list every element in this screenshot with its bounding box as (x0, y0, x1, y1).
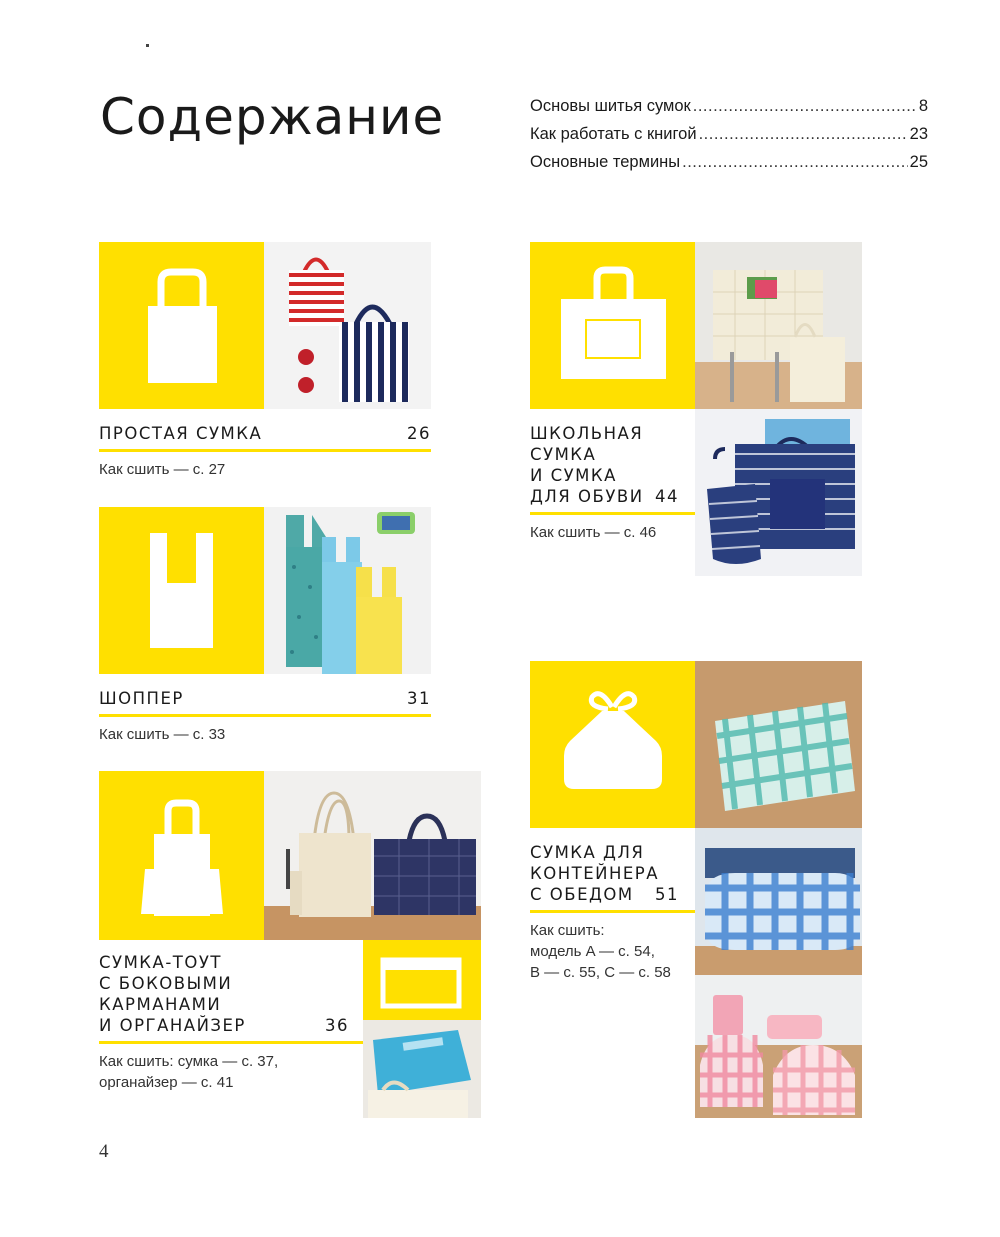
lunch-bag-photo-a (695, 661, 862, 828)
toc-list (530, 97, 928, 181)
section-page-number: 51 (655, 885, 679, 904)
school-bag-tile (530, 242, 695, 409)
shopper-photo (264, 507, 431, 674)
page-title: Содержание (100, 88, 445, 146)
section-heading-lunch-bag[interactable]: СУМКА ДЛЯ КОНТЕЙНЕРА С ОБЕДОМ 51 (530, 843, 679, 904)
tote-photo (264, 771, 481, 940)
toc-item[interactable]: Основные термины ..... 25 (530, 153, 928, 181)
bento-bundle-icon (530, 661, 695, 828)
toc-item[interactable]: Основы шитья сумок ..... 8 (530, 97, 928, 125)
tote-with-pockets-icon (99, 771, 264, 940)
school-bag-icon (530, 242, 695, 409)
howto-text: Как сшить: модель A — с. 54, B — с. 55, C — с. 58 (530, 922, 671, 981)
tote-bag-tile (99, 242, 264, 409)
lunch-bag-photo-b (695, 828, 862, 975)
lunch-bag-tile (530, 661, 695, 828)
howto-text: Как сшить — с. 27 (99, 461, 226, 478)
organizer-tile (363, 940, 481, 1020)
leader-dots (699, 125, 908, 144)
section-underline (530, 910, 695, 913)
section-heading-simple-bag[interactable]: ПРОСТАЯ СУМКА 26 (99, 424, 431, 443)
page-number: 4 (99, 1141, 109, 1162)
toc-item[interactable]: Как работать с книгой ..... 23 (530, 125, 928, 153)
section-page-number: 31 (407, 689, 431, 708)
shopper-tile (99, 507, 264, 674)
section-heading-tote[interactable]: СУМКА-ТОУТ С БОКОВЫМИ КАРМАНАМИ И ОРГАНАЙЗЕР 36 (99, 953, 349, 1035)
section-underline (99, 714, 431, 717)
section-underline (99, 449, 431, 452)
howto-text: Как сшить — с. 46 (530, 524, 657, 541)
lunch-bag-photo-c (695, 975, 862, 1118)
shoe-bag-photo (695, 409, 862, 576)
tote-bag-icon (99, 242, 264, 409)
shopper-bag-icon (99, 507, 264, 674)
leader-dots (693, 97, 917, 116)
school-bag-photo (695, 242, 862, 409)
section-underline (99, 1041, 363, 1044)
leader-dots (682, 153, 908, 172)
organizer-box-icon (363, 940, 481, 1020)
stray-dot (146, 44, 149, 47)
section-underline (530, 512, 695, 515)
organizer-photo (363, 1020, 481, 1118)
section-heading-shopper[interactable]: ШОППЕР 31 (99, 689, 431, 708)
howto-text: Как сшить: сумка — с. 37, органайзер — с. 41 (99, 1053, 279, 1091)
howto-text: Как сшить — с. 33 (99, 726, 226, 743)
simple-bag-photo (264, 242, 431, 409)
section-heading-school-bag[interactable]: ШКОЛЬНАЯ СУМКА И СУМКА ДЛЯ ОБУВИ 44 (530, 424, 679, 506)
section-page-number: 44 (655, 487, 679, 506)
tote-pockets-tile (99, 771, 264, 940)
section-page-number: 36 (325, 1016, 349, 1035)
section-page-number: 26 (407, 424, 431, 443)
